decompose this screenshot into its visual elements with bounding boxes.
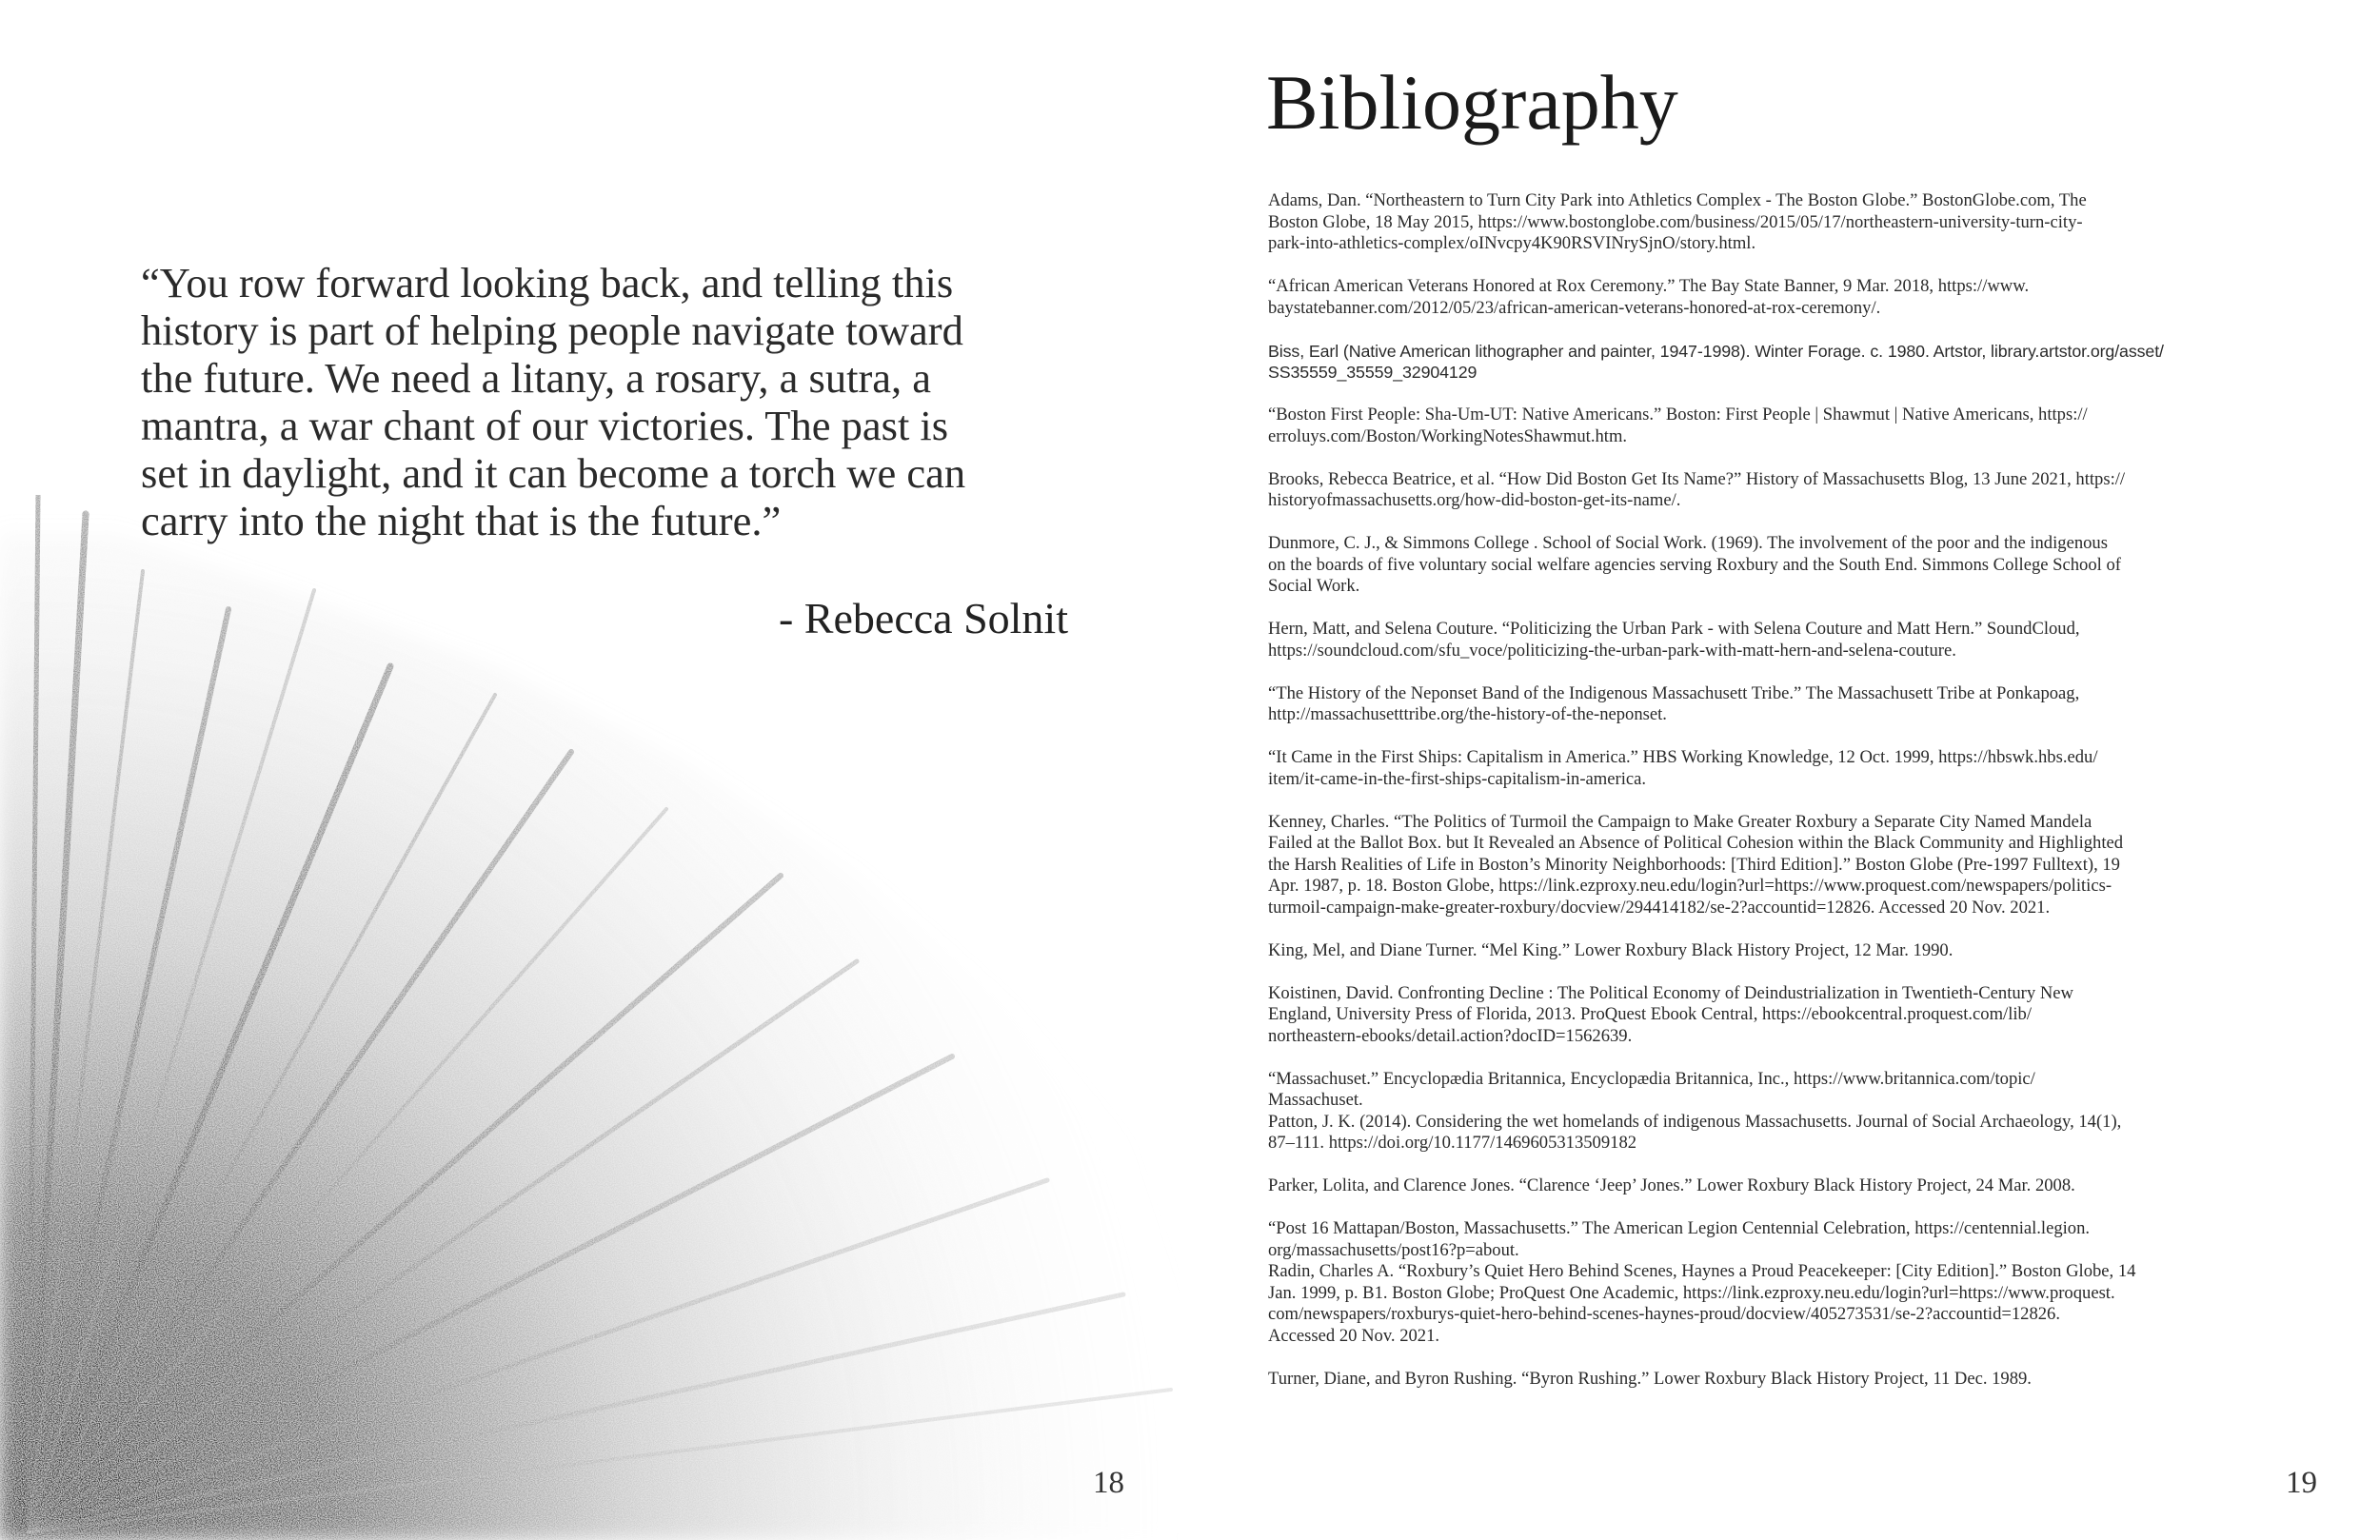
entry-line: Massachuset. bbox=[1268, 1090, 1363, 1110]
entry-line: Parker, Lolita, and Clarence Jones. “Clarence ‘Jeep’ Jones.” Lower Roxbury Black History Project, 24 Mar. 2008. bbox=[1268, 1175, 2075, 1195]
entry-line: Brooks, Rebecca Beatrice, et al. “How Did Boston Get Its Name?” History of Massachusetts Blog, 13 June 2021, https:// bbox=[1268, 468, 2126, 489]
entry-line: erroluys.com/Boston/WorkingNotesShawmut.htm. bbox=[1268, 425, 1628, 446]
quote-line: history is part of helping people navigate toward bbox=[141, 306, 963, 354]
entry-line: Dunmore, C. J., & Simmons College . School of Social Work. (1969). The involvement of the poor and the indigenous bbox=[1268, 533, 2108, 553]
bibliography-entry bbox=[1268, 1369, 2353, 1391]
entry-line: Accessed 20 Nov. 2021. bbox=[1268, 1325, 1440, 1346]
bibliography-entry bbox=[1268, 747, 2353, 790]
bibliography-list bbox=[1268, 190, 2353, 1412]
bibliography-entry bbox=[1268, 1112, 2353, 1155]
bibliography-entry bbox=[1268, 405, 2353, 447]
bibliography-entry bbox=[1268, 983, 2353, 1048]
bibliography-entry bbox=[1268, 533, 2353, 598]
bibliography-entry bbox=[1268, 619, 2353, 661]
entry-line: northeastern-ebooks/detail.action?docID=1562639. bbox=[1268, 1025, 1633, 1046]
entry-line: turmoil-campaign-make-greater-roxbury/docview/294414182/se-2?accountid=12826. Accessed 20 Nov. 2021. bbox=[1268, 897, 2051, 918]
bibliography-entry bbox=[1268, 1069, 2353, 1112]
entry-line: Jan. 1999, p. B1. Boston Globe; ProQuest One Academic, https://link.ezproxy.neu.edu/login?url=https://www.proquest. bbox=[1268, 1282, 2115, 1303]
page-number-right: 19 bbox=[2286, 1466, 2317, 1500]
entry-line: historyofmassachusetts.org/how-did-boston-get-its-name/. bbox=[1268, 490, 1681, 510]
bibliography-title: Bibliography bbox=[1266, 59, 1678, 146]
entry-line: Koistinen, David. Confronting Decline : The Political Economy of Deindustrialization in Twentieth-Century New bbox=[1268, 982, 2073, 1003]
bibliography-entry bbox=[1268, 1218, 2353, 1261]
bibliography-entry bbox=[1268, 469, 2353, 512]
entry-line: on the boards of five voluntary social welfare agencies serving Roxbury and the South End. Simmons College School of bbox=[1268, 554, 2121, 575]
entry-line: Biss, Earl (Native American lithographer and painter, 1947-1998). Winter Forage. c. 1980. Artstor, library.artstor.org/asset/ bbox=[1268, 341, 2164, 361]
quote-line: “You row forward looking back, and telling this bbox=[141, 259, 954, 306]
entry-line: England, University Press of Florida, 2013. ProQuest Ebook Central, https://ebookcentral.proquest.com/lib/ bbox=[1268, 1004, 2033, 1024]
bibliography-entry bbox=[1268, 190, 2353, 255]
entry-line: “Massachuset.” Encyclopædia Britannica, Encyclopædia Britannica, Inc., https://www.britannica.com/topic/ bbox=[1268, 1068, 2035, 1089]
entry-line: the Harsh Realities of Life in Boston’s Minority Neighborhoods: [Third Edition].” Boston Globe (Pre-1997 Fulltext), 19 bbox=[1268, 854, 2120, 875]
bibliography-entry bbox=[1268, 940, 2353, 962]
quote-attribution: - Rebecca Solnit bbox=[778, 594, 1068, 642]
entry-line: SS35559_35559_32904129 bbox=[1268, 363, 1478, 382]
entry-line: Social Work. bbox=[1268, 576, 1360, 596]
page-number-left: 18 bbox=[1093, 1466, 1124, 1500]
quote-line: mantra, a war chant of our victories. The past is bbox=[141, 402, 949, 449]
entry-line: Radin, Charles A. “Roxbury’s Quiet Hero Behind Scenes, Haynes a Proud Peacekeeper: [City Edition].” Boston Globe, 14 bbox=[1268, 1261, 2136, 1281]
entry-line: Hern, Matt, and Selena Couture. “Politicizing the Urban Park - with Selena Couture and Matt Hern.” SoundCloud, bbox=[1268, 619, 2080, 639]
entry-line: item/it-came-in-the-first-ships-capitalism-in-america. bbox=[1268, 768, 1647, 789]
quote-line: the future. We need a litany, a rosary, a sutra, a bbox=[141, 354, 932, 402]
entry-line: http://massachusetttribe.org/the-history-of-the-neponset. bbox=[1268, 704, 1667, 724]
bibliography-entry bbox=[1268, 276, 2353, 319]
epigraph-quote bbox=[141, 259, 1074, 544]
quote-line: set in daylight, and it can become a torch we can bbox=[141, 449, 966, 497]
entry-line: Boston Globe, 18 May 2015, https://www.bostonglobe.com/business/2015/05/17/northeastern-university-turn-city- bbox=[1268, 211, 2083, 232]
entry-line: baystatebanner.com/2012/05/23/african-american-veterans-honored-at-rox-ceremony/. bbox=[1268, 297, 1881, 318]
entry-line: Failed at the Ballot Box. but It Revealed an Absence of Political Cohesion within the Black Community and Highlighted bbox=[1268, 833, 2124, 853]
bibliography-entry bbox=[1268, 812, 2353, 919]
bibliography-entry bbox=[1268, 341, 2353, 384]
entry-line: 87–111. https://doi.org/10.1177/1469605313509182 bbox=[1268, 1133, 1637, 1153]
entry-line: King, Mel, and Diane Turner. “Mel King.” Lower Roxbury Black History Project, 12 Mar. 1990. bbox=[1268, 939, 1954, 960]
entry-line: park-into-athletics-complex/oINvcpy4K90RSVINrySjnO/story.html. bbox=[1268, 233, 1756, 253]
entry-line: com/newspapers/roxburys-quiet-hero-behind-scenes-haynes-proud/docview/405273531/se-2?accountid=12826. bbox=[1268, 1304, 2060, 1324]
entry-line: “It Came in the First Ships: Capitalism in America.” HBS Working Knowledge, 12 Oct. 1999, https://hbswk.hbs.edu/ bbox=[1268, 747, 2098, 767]
bibliography-entry bbox=[1268, 683, 2353, 726]
entry-line: “The History of the Neponset Band of the Indigenous Massachusett Tribe.” The Massachusett Tribe at Ponkapoag, bbox=[1268, 682, 2080, 703]
entry-line: Kenney, Charles. “The Politics of Turmoil the Campaign to Make Greater Roxbury a Separate City Named Mandela bbox=[1268, 811, 2092, 832]
entry-line: “Post 16 Mattapan/Boston, Massachusetts.” The American Legion Centennial Celebration, https://centennial.legion. bbox=[1268, 1218, 2091, 1238]
bibliography-entry bbox=[1268, 1261, 2353, 1347]
entry-line: Patton, J. K. (2014). Considering the wet homelands of indigenous Massachusetts. Journal of Social Archaeology, 14(1), bbox=[1268, 1111, 2122, 1132]
entry-line: org/massachusetts/post16?p=about. bbox=[1268, 1239, 1519, 1260]
quote-line: carry into the night that is the future.” bbox=[141, 497, 782, 544]
bibliography-entry bbox=[1268, 1175, 2353, 1197]
entry-line: Adams, Dan. “Northeastern to Turn City Park into Athletics Complex - The Boston Globe.” BostonGlobe.com, The bbox=[1268, 190, 2087, 210]
entry-line: Apr. 1987, p. 18. Boston Globe, https://link.ezproxy.neu.edu/login?url=https://www.proquest.com/newspapers/politics- bbox=[1268, 876, 2112, 896]
entry-line: “Boston First People: Sha-Um-UT: Native Americans.” Boston: First People | Shawmut | Native Americans, https:// bbox=[1268, 405, 2088, 424]
entry-line: Turner, Diane, and Byron Rushing. “Byron Rushing.” Lower Roxbury Black History Project, 11 Dec. 1989. bbox=[1268, 1368, 2032, 1389]
entry-line: https://soundcloud.com/sfu_voce/politicizing-the-urban-park-with-matt-hern-and-selena-couture. bbox=[1268, 640, 1956, 661]
entry-line: “African American Veterans Honored at Rox Ceremony.” The Bay State Banner, 9 Mar. 2018, https://www. bbox=[1268, 276, 2030, 296]
